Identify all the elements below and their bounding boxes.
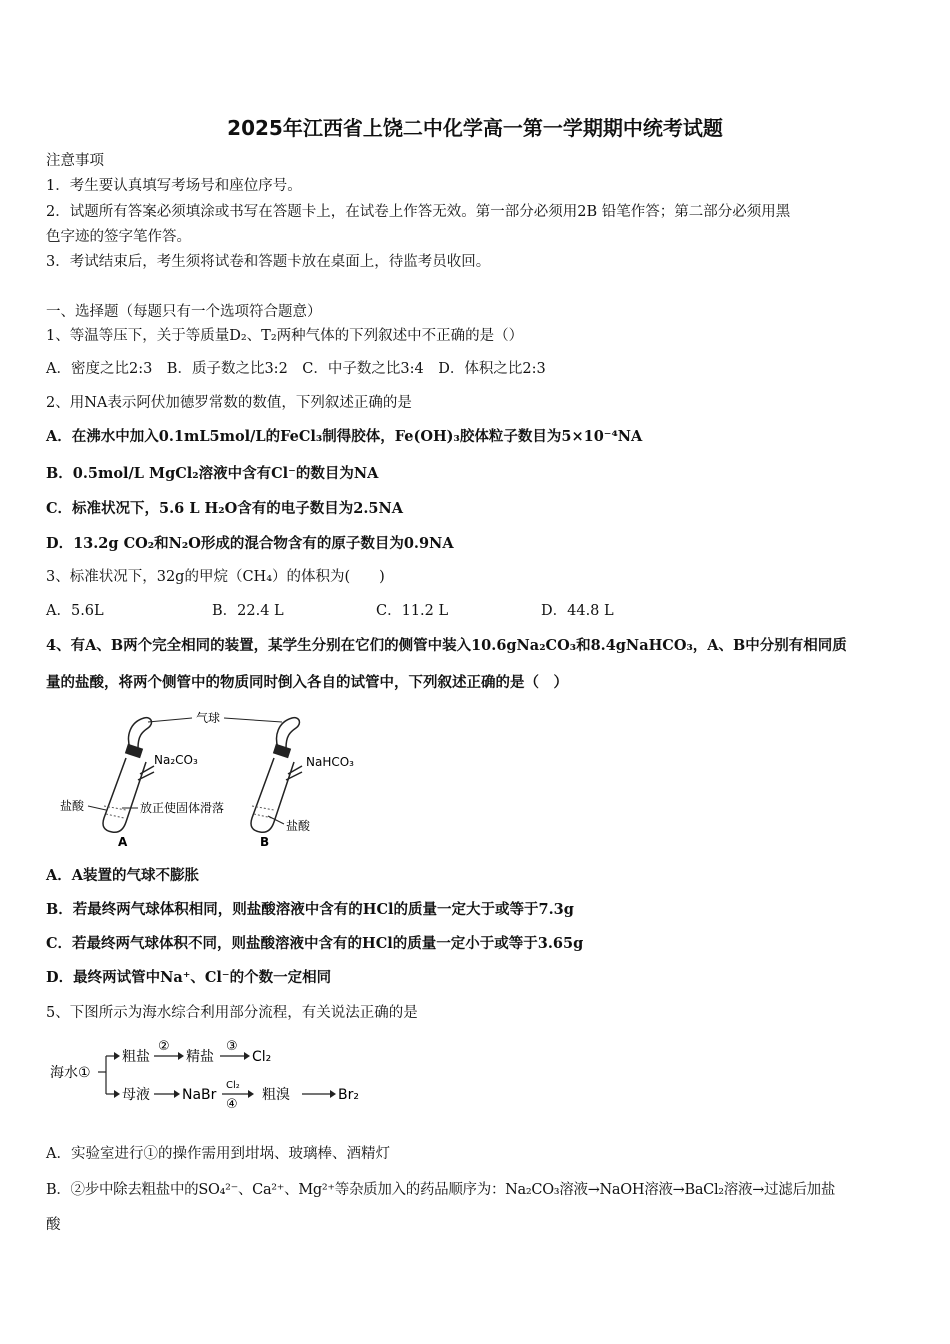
q5-option-b-cont: 酸 bbox=[46, 1217, 61, 1233]
q4-option-d: D．最终两试管中Na⁺、Cl⁻的个数一定相同 bbox=[46, 969, 332, 986]
na2co3-label: Na₂CO₃ bbox=[154, 753, 198, 767]
notice-item: 2．试题所有答案必须填涂或书写在答题卡上，在试卷上作答无效。第一部分必须用2B 铅笔作答；第二部分必须用黑 bbox=[46, 204, 791, 220]
page-title: 2025年江西省上饶二中化学高一第一学期期中统考试题 bbox=[227, 116, 723, 140]
stopper-b bbox=[273, 744, 291, 758]
q4-option-b: B．若最终两气球体积相同，则盐酸溶液中含有的HCl的质量一定大于或等于7.3g bbox=[46, 901, 574, 918]
refined-salt-label: 精盐 bbox=[186, 1049, 214, 1065]
cl2-reagent-label: Cl₂ bbox=[226, 1080, 240, 1091]
q2-option-b: B．0.5mol/L MgCl₂溶液中含有Cl⁻的数目为NA bbox=[46, 465, 379, 482]
q2-option-a: A．在沸水中加入0.1mL5mol/L的FeCl₃制得胶体，Fe(OH)₃胶体粒子数目为5×10⁻⁴NA bbox=[46, 428, 643, 445]
acid-label-right: 盐酸 bbox=[286, 819, 311, 833]
notice-heading: 注意事项 bbox=[46, 153, 104, 169]
nahco3-label: NaHCO₃ bbox=[306, 755, 354, 769]
seawater-label: 海水① bbox=[50, 1065, 91, 1081]
q5-stem: 5、下图所示为海水综合利用部分流程，有关说法正确的是 bbox=[46, 1005, 418, 1021]
step-4-label: ④ bbox=[226, 1097, 238, 1112]
label-b: B bbox=[260, 835, 270, 849]
q2-option-d: D．13.2g CO₂和N₂O形成的混合物含有的原子数目为0.9NA bbox=[46, 535, 454, 552]
mother-liquor-label: 母液 bbox=[122, 1087, 150, 1103]
q4-apparatus-figure bbox=[56, 706, 376, 852]
solid-note: 放正使固体滑落 bbox=[140, 801, 225, 815]
q1-stem: 1、等温等压下，关于等质量D₂、T₂两种气体的下列叙述中不正确的是（） bbox=[46, 328, 524, 344]
q4-stem: 量的盐酸，将两个侧管中的物质同时倒入各自的试管中，下列叙述正确的是（ ） bbox=[46, 674, 568, 691]
q5-option-a: A．实验室进行①的操作需用到坩埚、玻璃棒、酒精灯 bbox=[46, 1146, 390, 1162]
q3-stem: 3、标准状况下，32g的甲烷（CH₄）的体积为( ) bbox=[46, 569, 385, 585]
q3-option-c: C．11.2 L bbox=[376, 603, 449, 619]
stopper-a bbox=[125, 744, 143, 758]
q3-option-b: B．22.4 L bbox=[212, 603, 284, 619]
notice-item: 1．考生要认真填写考场号和座位序号。 bbox=[46, 178, 302, 194]
test-tube-a bbox=[103, 758, 146, 832]
crude-bromine-label: 粗溴 bbox=[262, 1087, 290, 1103]
q5-option-b: B．②步中除去粗盐中的SO₄²⁻、Ca²⁺、Mg²⁺等杂质加入的药品顺序为：Na₂CO₃溶液→NaOH溶液→BaCl₂溶液→过滤后加盐 bbox=[46, 1182, 836, 1198]
q3-option-a: A．5.6L bbox=[46, 603, 104, 619]
acid-label-left: 盐酸 bbox=[60, 799, 85, 813]
balloon-label: 气球 bbox=[196, 711, 221, 725]
br2-label: Br₂ bbox=[338, 1087, 359, 1103]
q2-stem: 2、用NA表示阿伏加德罗常数的数值，下列叙述正确的是 bbox=[46, 395, 412, 411]
label-a: A bbox=[118, 835, 128, 849]
step-3-label: ③ bbox=[226, 1039, 238, 1054]
notice-item: 色字迹的签字笔作答。 bbox=[46, 229, 191, 245]
q3-option-d: D．44.8 L bbox=[541, 603, 614, 619]
q2-option-c: C．标准状况下，5.6 L H₂O含有的电子数目为2.5NA bbox=[46, 500, 403, 517]
q4-option-a: A．A装置的气球不膨胀 bbox=[46, 867, 199, 884]
q1-options: A．密度之比2:3 B．质子数之比3:2 C．中子数之比3:4 D．体积之比2:3 bbox=[46, 361, 546, 377]
crude-salt-label: 粗盐 bbox=[122, 1049, 150, 1065]
q4-option-c: C．若最终两气球体积不同，则盐酸溶液中含有的HCl的质量一定小于或等于3.65g bbox=[46, 935, 584, 952]
q4-stem: 4、有A、B两个完全相同的装置，某学生分别在它们的侧管中装入10.6gNa₂CO₃和8.4gNaHCO₃，A、B中分别有相同质 bbox=[46, 637, 847, 654]
q5-flow-diagram bbox=[48, 1034, 378, 1114]
cl2-product-label: Cl₂ bbox=[252, 1049, 272, 1065]
section-heading: 一、选择题（每题只有一个选项符合题意） bbox=[46, 304, 322, 320]
notice-item: 3．考试结束后，考生须将试卷和答题卡放在桌面上，待监考员收回。 bbox=[46, 254, 491, 270]
nabr-label: NaBr bbox=[182, 1087, 217, 1103]
step-2-label: ② bbox=[158, 1039, 170, 1054]
